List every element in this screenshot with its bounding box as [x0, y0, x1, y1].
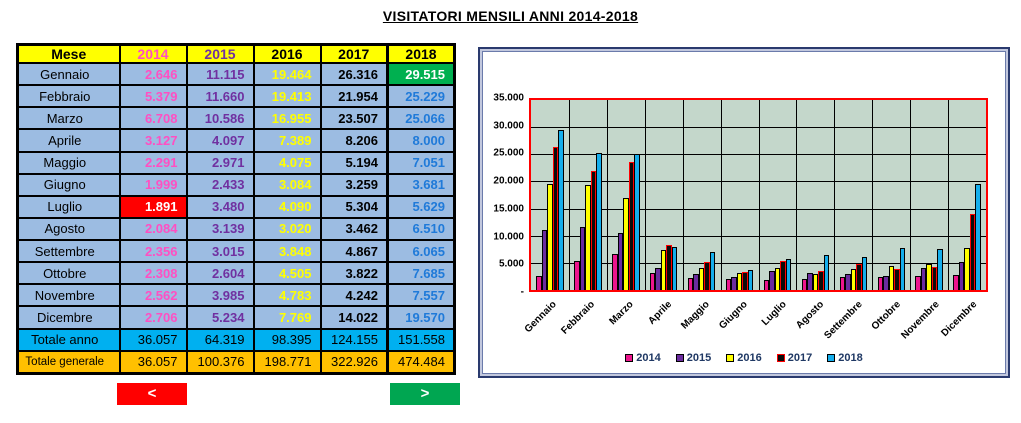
row-label-febbraio[interactable]: Febbraio: [18, 85, 120, 107]
cell-settembre-2015[interactable]: 3.015: [187, 240, 254, 262]
cell-aprile-2016[interactable]: 7.389: [254, 129, 321, 151]
bar-group-aprile: [645, 100, 683, 290]
header-cell-2014[interactable]: 2014: [120, 45, 187, 64]
cell-maggio-2014[interactable]: 2.291: [120, 152, 187, 174]
cell-ottobre-2016[interactable]: 4.505: [254, 262, 321, 284]
table-row-aprile: [18, 129, 455, 151]
cell-luglio-2016[interactable]: 4.090: [254, 196, 321, 218]
row-label-marzo[interactable]: Marzo: [18, 107, 120, 129]
page-title: VISITATORI MENSILI ANNI 2014-2018: [382, 8, 639, 24]
header-cell-mese[interactable]: Mese: [18, 45, 120, 64]
cell-aprile-2017[interactable]: 8.206: [321, 129, 388, 151]
row-label-agosto[interactable]: Agosto: [18, 218, 120, 240]
table-row-febbraio: [18, 85, 455, 107]
row-label-luglio[interactable]: Luglio: [18, 196, 120, 218]
row-label-giugno[interactable]: Giugno: [18, 174, 120, 196]
cell-dicembre-2018[interactable]: 19.570: [388, 306, 455, 328]
bar-2018-aprile: [672, 247, 678, 290]
bar-group-ottobre: [872, 100, 910, 290]
cell-aprile-2015[interactable]: 4.097: [187, 129, 254, 151]
totale-generale-row: [18, 351, 455, 374]
bar-2018-maggio: [710, 252, 716, 290]
cell-giugno-2014[interactable]: 1.999: [120, 174, 187, 196]
cell-gennaio-2015[interactable]: 11.115: [187, 63, 254, 85]
x-axis-label-giugno: Giugno: [717, 299, 751, 332]
header-cell-2017[interactable]: 2017: [321, 45, 388, 64]
cell-gennaio-2014[interactable]: 2.646: [120, 63, 187, 85]
cell-novembre-2018[interactable]: 7.557: [388, 284, 455, 306]
row-label-settembre[interactable]: Settembre: [18, 240, 120, 262]
legend-swatch-2016: [726, 354, 734, 362]
cell-agosto-2017[interactable]: 3.462: [321, 218, 388, 240]
cell-febbraio-2016[interactable]: 19.413: [254, 85, 321, 107]
legend-label-2016: 2016: [737, 352, 762, 364]
totale-generale-2015[interactable]: 100.376: [187, 351, 254, 374]
cell-marzo-2018[interactable]: 25.066: [388, 107, 455, 129]
bar-group-febbraio: [569, 100, 607, 290]
cell-novembre-2016[interactable]: 4.783: [254, 284, 321, 306]
table-row-maggio: [18, 152, 455, 174]
table-header: [18, 45, 455, 64]
bar-2018-agosto: [824, 255, 830, 290]
x-axis-label-agosto: Agosto: [794, 299, 827, 332]
totale-generale-2018[interactable]: 474.484: [388, 351, 455, 374]
x-axis: [522, 294, 988, 352]
cell-marzo-2015[interactable]: 10.586: [187, 107, 254, 129]
cell-giugno-2017[interactable]: 3.259: [321, 174, 388, 196]
cell-febbraio-2014[interactable]: 5.379: [120, 85, 187, 107]
cell-marzo-2017[interactable]: 23.507: [321, 107, 388, 129]
legend-label-2015: 2015: [686, 352, 712, 364]
bar-group-settembre: [834, 100, 872, 290]
cell-dicembre-2015[interactable]: 5.234: [187, 306, 254, 328]
table-header-row: [18, 45, 455, 64]
cell-maggio-2016[interactable]: 4.075: [254, 152, 321, 174]
totale-generale-2014[interactable]: 36.057: [120, 351, 187, 374]
bar-2018-ottobre: [900, 248, 906, 290]
total-anno-2016[interactable]: 98.395: [254, 329, 321, 351]
y-axis-label: 15.000: [493, 203, 524, 215]
legend-swatch-2017: [777, 354, 785, 362]
header-cell-2018[interactable]: 2018: [388, 45, 455, 64]
bars-layer: [531, 100, 986, 290]
table-row-dicembre: [18, 306, 455, 328]
cell-marzo-2016[interactable]: 16.955: [254, 107, 321, 129]
y-axis-label: 35.000: [493, 92, 524, 104]
legend-label-2018: 2018: [838, 352, 863, 364]
table-body: [18, 63, 455, 374]
cell-aprile-2018[interactable]: 8.000: [388, 129, 455, 151]
x-axis-label-luglio: Luglio: [759, 299, 789, 328]
next-button[interactable]: >: [390, 383, 460, 405]
bar-2018-novembre: [937, 249, 943, 290]
table-row-novembre: [18, 284, 455, 306]
table-row-settembre: [18, 240, 455, 262]
cell-aprile-2014[interactable]: 3.127: [120, 129, 187, 151]
bar-2018-giugno: [748, 270, 754, 290]
legend-swatch-2014: [625, 354, 633, 362]
cell-maggio-2015[interactable]: 2.971: [187, 152, 254, 174]
bar-group-giugno: [721, 100, 759, 290]
legend: [480, 352, 1008, 364]
bar-group-marzo: [607, 100, 645, 290]
cell-giugno-2018[interactable]: 3.681: [388, 174, 455, 196]
y-axis-label: 5.000: [498, 258, 524, 270]
x-axis-label-febbraio: Febbraio: [559, 299, 598, 337]
totale-generale-label[interactable]: Totale generale: [18, 351, 120, 374]
cell-settembre-2014[interactable]: 2.356: [120, 240, 187, 262]
cell-ottobre-2018[interactable]: 7.685: [388, 262, 455, 284]
cell-febbraio-2015[interactable]: 11.660: [187, 85, 254, 107]
header-cell-2015[interactable]: 2015: [187, 45, 254, 64]
y-axis-label: 25.000: [493, 147, 524, 159]
y-axis: [480, 92, 524, 298]
totale-generale-2016[interactable]: 198.771: [254, 351, 321, 374]
bar-group-agosto: [796, 100, 834, 290]
x-axis-label-aprile: Aprile: [645, 299, 674, 327]
row-label-maggio[interactable]: Maggio: [18, 152, 120, 174]
cell-maggio-2018[interactable]: 7.051: [388, 152, 455, 174]
cell-ottobre-2015[interactable]: 2.604: [187, 262, 254, 284]
cell-novembre-2017[interactable]: 4.242: [321, 284, 388, 306]
cell-luglio-2017[interactable]: 5.304: [321, 196, 388, 218]
row-label-dicembre[interactable]: Dicembre: [18, 306, 120, 328]
table-row-gennaio: [18, 63, 455, 85]
legend-item-2015: [676, 352, 711, 364]
x-axis-label-settembre: Settembre: [822, 299, 865, 342]
cell-novembre-2014[interactable]: 2.562: [120, 284, 187, 306]
legend-item-2017: [777, 352, 812, 364]
row-label-aprile[interactable]: Aprile: [18, 129, 120, 151]
cell-ottobre-2017[interactable]: 3.822: [321, 262, 388, 284]
bar-group-maggio: [683, 100, 721, 290]
bar-2018-gennaio: [558, 130, 564, 290]
legend-label-2014: 2014: [636, 352, 661, 364]
total-anno-2015[interactable]: 64.319: [187, 329, 254, 351]
bar-group-dicembre: [948, 100, 986, 290]
cell-agosto-2015[interactable]: 3.139: [187, 218, 254, 240]
cell-luglio-2018[interactable]: 5.629: [388, 196, 455, 218]
y-axis-label: 20.000: [493, 175, 524, 187]
cell-settembre-2018[interactable]: 6.065: [388, 240, 455, 262]
table-row-giugno: [18, 174, 455, 196]
legend-item-2018: [827, 352, 862, 364]
table-row-luglio: [18, 196, 455, 218]
x-axis-label-maggio: Maggio: [679, 299, 712, 332]
y-axis-label: -: [520, 286, 524, 298]
bar-2018-marzo: [634, 154, 640, 290]
cell-luglio-2014[interactable]: 1.891: [120, 196, 187, 218]
cell-febbraio-2017[interactable]: 21.954: [321, 85, 388, 107]
x-axis-label-gennaio: Gennaio: [522, 299, 559, 336]
cell-agosto-2016[interactable]: 3.020: [254, 218, 321, 240]
legend-label-2017: 2017: [787, 352, 813, 364]
prev-button[interactable]: <: [117, 383, 187, 405]
table-row-ottobre: [18, 262, 455, 284]
plot-area: [529, 98, 988, 292]
bar-2018-settembre: [862, 257, 868, 290]
cell-maggio-2017[interactable]: 5.194: [321, 152, 388, 174]
table-row-marzo: [18, 107, 455, 129]
x-axis-label-novembre: Novembre: [899, 299, 942, 342]
cell-marzo-2014[interactable]: 6.708: [120, 107, 187, 129]
legend-swatch-2015: [676, 354, 684, 362]
totale-generale-2017[interactable]: 322.926: [321, 351, 388, 374]
cell-giugno-2015[interactable]: 2.433: [187, 174, 254, 196]
cell-agosto-2018[interactable]: 6.510: [388, 218, 455, 240]
x-axis-label-marzo: Marzo: [607, 299, 636, 328]
legend-swatch-2018: [827, 354, 835, 362]
cell-gennaio-2017[interactable]: 26.316: [321, 63, 388, 85]
header-cell-2016[interactable]: 2016: [254, 45, 321, 64]
bar-2018-febbraio: [596, 153, 602, 290]
cell-novembre-2015[interactable]: 3.985: [187, 284, 254, 306]
chart-panel: [478, 47, 1010, 378]
total-anno-2014[interactable]: 36.057: [120, 329, 187, 351]
y-axis-label: 10.000: [493, 231, 524, 243]
cell-gennaio-2016[interactable]: 19.464: [254, 63, 321, 85]
total-anno-label[interactable]: Totale anno: [18, 329, 120, 351]
cell-dicembre-2016[interactable]: 7.769: [254, 306, 321, 328]
cell-ottobre-2014[interactable]: 2.308: [120, 262, 187, 284]
bar-2018-luglio: [786, 259, 792, 290]
visitors-table: [16, 43, 456, 375]
cell-luglio-2015[interactable]: 3.480: [187, 196, 254, 218]
total-anno-2017[interactable]: 124.155: [321, 329, 388, 351]
cell-dicembre-2017[interactable]: 14.022: [321, 306, 388, 328]
bar-group-luglio: [759, 100, 797, 290]
x-axis-label-ottobre: Ottobre: [869, 299, 904, 333]
legend-item-2016: [726, 352, 761, 364]
bar-2018-dicembre: [975, 184, 981, 290]
row-label-novembre[interactable]: Novembre: [18, 284, 120, 306]
row-label-ottobre[interactable]: Ottobre: [18, 262, 120, 284]
cell-settembre-2016[interactable]: 3.848: [254, 240, 321, 262]
cell-settembre-2017[interactable]: 4.867: [321, 240, 388, 262]
total-anno-row: [18, 329, 455, 351]
cell-dicembre-2014[interactable]: 2.706: [120, 306, 187, 328]
y-axis-label: 30.000: [493, 120, 524, 132]
row-label-gennaio[interactable]: Gennaio: [18, 63, 120, 85]
cell-febbraio-2018[interactable]: 25.229: [388, 85, 455, 107]
table-row-agosto: [18, 218, 455, 240]
cell-giugno-2016[interactable]: 3.084: [254, 174, 321, 196]
cell-agosto-2014[interactable]: 2.084: [120, 218, 187, 240]
bar-group-novembre: [910, 100, 948, 290]
cell-gennaio-2018[interactable]: 29.515: [388, 63, 455, 85]
total-anno-2018[interactable]: 151.558: [388, 329, 455, 351]
x-axis-label-dicembre: Dicembre: [939, 299, 980, 340]
legend-item-2014: [625, 352, 660, 364]
bar-group-gennaio: [531, 100, 569, 290]
